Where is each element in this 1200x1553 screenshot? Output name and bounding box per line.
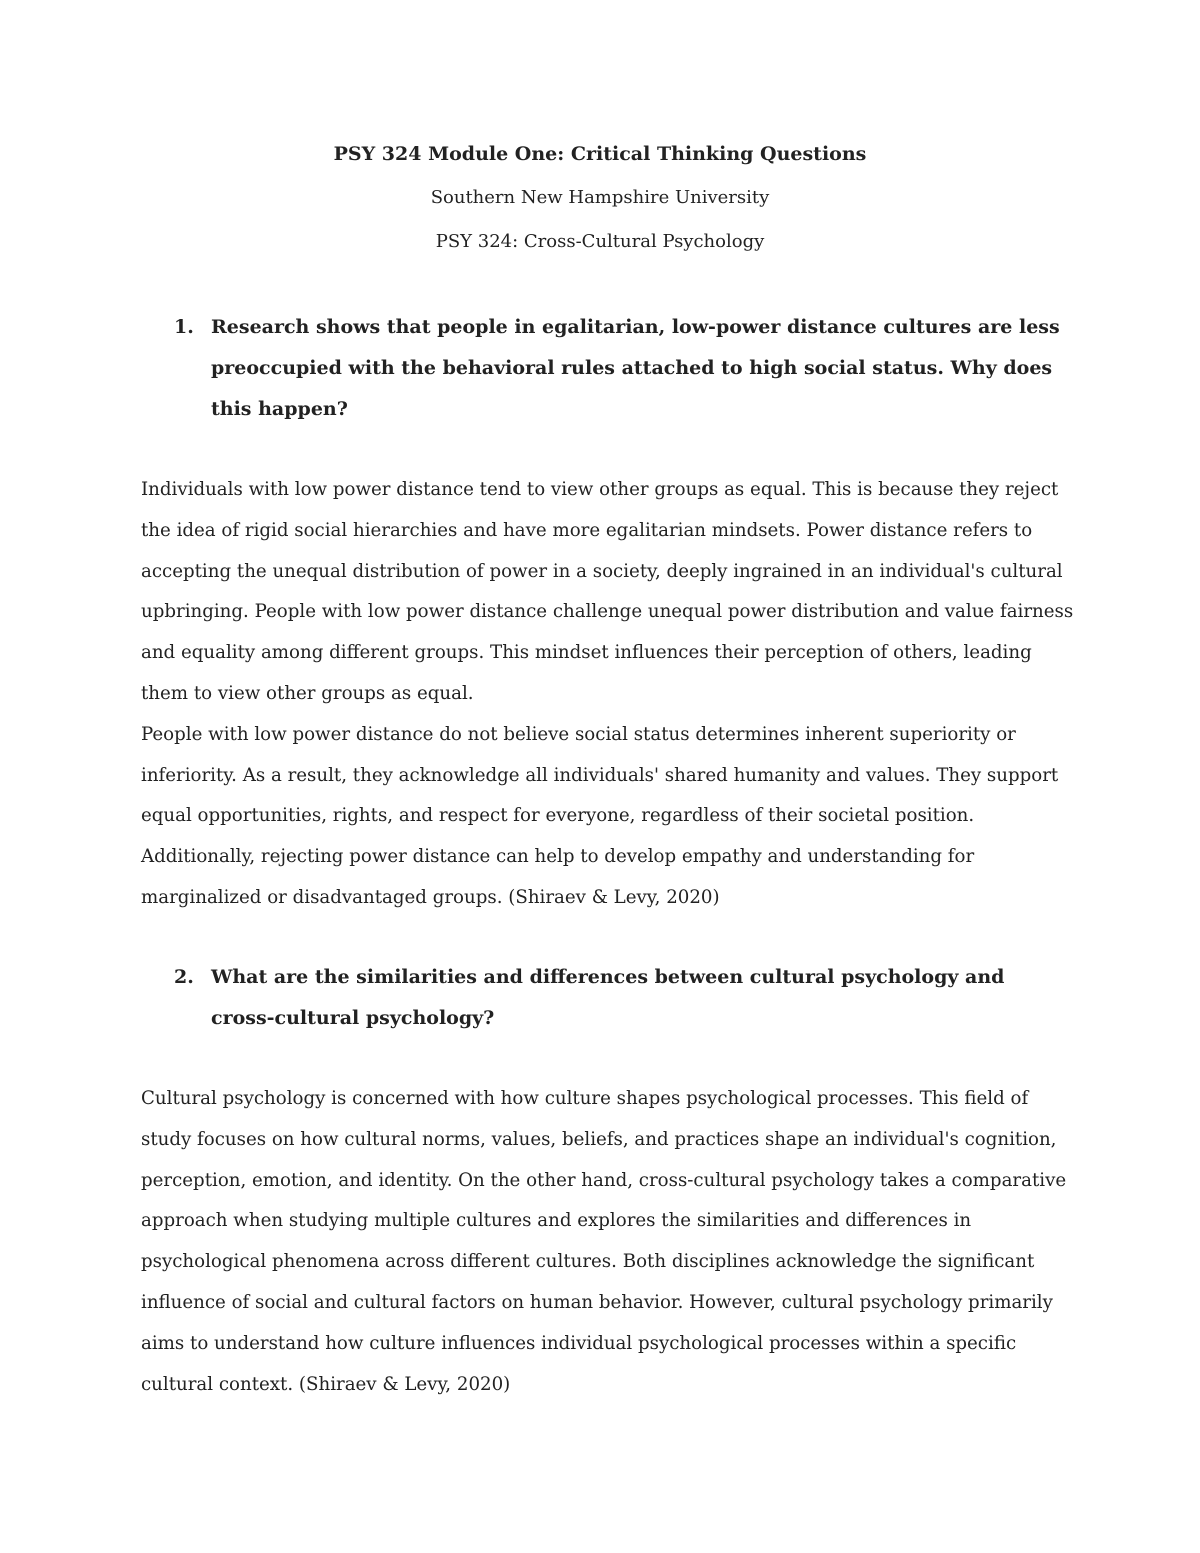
question-text: What are the similarities and differences between cultural psychology and cross-cultural psychology?	[211, 966, 1005, 1029]
course-name: PSY 324: Cross-Cultural Psychology	[435, 231, 765, 252]
answer-paragraph: Cultural psychology is concerned with how culture shapes psychological processes. This field of study focuses on how cultural norms, values, beliefs, and practices shape an individual's cognition, perception, emotion, and identity. On the other hand, cross-cultural psychology takes a comparative approach when studying multiple cultures and explores the similarities and differences in psychological phenomena across different cultures. Both disciplines acknowledge the significant influence of social and cultural factors on human behavior. However, cultural psychology primarily aims to understand how culture influences individual psychological processes within a specific cultural context. (Shiraev & Levy, 2020)	[141, 1088, 1067, 1395]
institution-name: Southern New Hampshire University	[430, 187, 770, 208]
answer-paragraph: People with low power distance do not believe social status determines inherent superiority or inferiority. As a result, they acknowledge all individuals' shared humanity and values. They support equal opportunities, rights, and respect for everyone, regardless of their societal position. Additionally, rejecting power distance can help to develop empathy and understanding for marginalized or disadvantaged groups. (Shiraev & Levy, 2020)	[141, 723, 1059, 908]
answer-2	[141, 1079, 1076, 1405]
document-title: PSY 324 Module One: Critical Thinking Questions	[333, 143, 867, 165]
question-1	[174, 307, 1074, 430]
answer-paragraph: Individuals with low power distance tend to view other groups as equal. This is because they reject the idea of rigid social hierarchies and have more egalitarian mindsets. Power distance refers to accepting the unequal distribution of power in a society, deeply ingrained in an individual's cultural upbringing. People with low power distance challenge unequal power distribution and value fairness and equality among different groups. This mindset influences their perception of others, leading them to view other groups as equal.	[141, 479, 1074, 704]
answer-1	[141, 470, 1076, 919]
question-text: Research shows that people in egalitarian, low-power distance cultures are less preoccupied with the behavioral rules attached to high social status. Why does this happen?	[211, 316, 1060, 420]
question-number: 1.	[174, 316, 194, 338]
question-number: 2.	[174, 966, 194, 988]
question-2	[174, 957, 1074, 1039]
